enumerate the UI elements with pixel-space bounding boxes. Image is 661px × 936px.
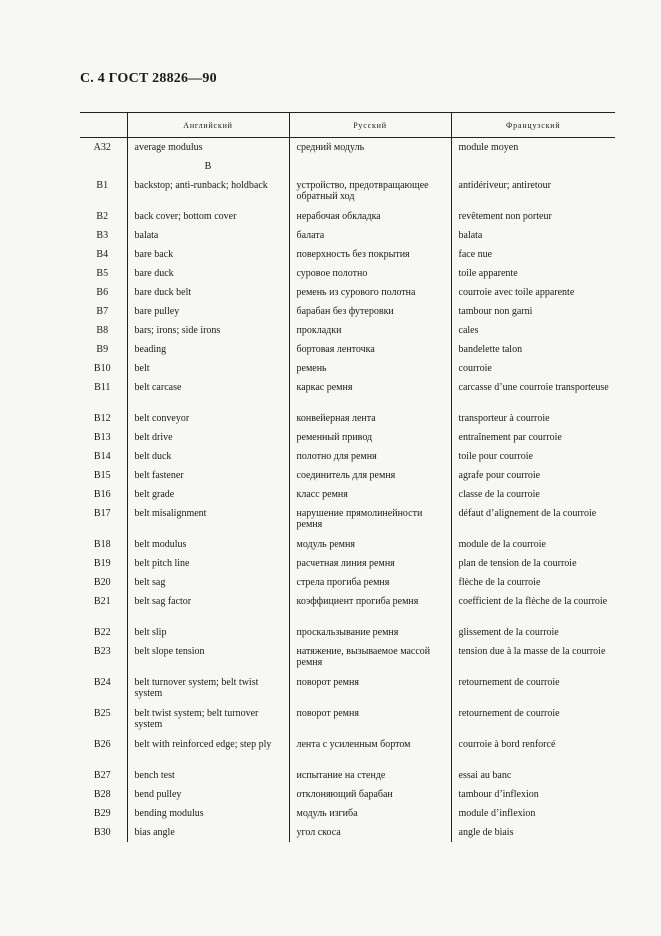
table-row <box>80 428 615 447</box>
term-code: B25 <box>93 708 111 719</box>
term-code: B1 <box>96 180 109 191</box>
term-russian: модуль ремня <box>289 535 451 554</box>
term-english: balata <box>127 226 289 245</box>
table-row <box>80 157 615 176</box>
term-french: tambour d’inflexion <box>451 785 615 804</box>
term-code: B29 <box>93 808 111 819</box>
term-french: coefficient de la flèche de la courroie <box>451 592 615 623</box>
term-french: transporteur à courroie <box>451 409 615 428</box>
term-russian: средний модуль <box>289 138 451 158</box>
table-row <box>80 447 615 466</box>
table-row <box>80 623 615 642</box>
term-french: tension due à la masse de la courroie <box>451 642 615 673</box>
term-russian: отклоняющий барабан <box>289 785 451 804</box>
term-russian: ременный привод <box>289 428 451 447</box>
term-russian: поворот ремня <box>289 704 451 735</box>
term-russian: полотно для ремня <box>289 447 451 466</box>
term-french: toile pour courroie <box>451 447 615 466</box>
table-header-row <box>80 113 615 138</box>
term-french: plan de tension de la courroie <box>451 554 615 573</box>
term-french: courroie <box>451 359 615 378</box>
term-french: face nue <box>451 245 615 264</box>
term-french: carcasse d’une courroie transporteuse <box>451 378 615 409</box>
table-row <box>80 302 615 321</box>
table-row <box>80 283 615 302</box>
table-row <box>80 785 615 804</box>
term-french: courroie à bord renforcé <box>451 735 615 766</box>
term-code: B2 <box>96 211 109 222</box>
term-english: B <box>127 157 289 176</box>
term-english: back cover; bottom cover <box>127 207 289 226</box>
table-row <box>80 226 615 245</box>
table-row <box>80 766 615 785</box>
term-code: B23 <box>93 646 111 657</box>
term-french: bandelette talon <box>451 340 615 359</box>
term-code: B28 <box>93 789 111 800</box>
term-english: bend pulley <box>127 785 289 804</box>
term-english: belt pitch line <box>127 554 289 573</box>
term-code: B7 <box>96 306 109 317</box>
term-russian: балата <box>289 226 451 245</box>
term-code: B20 <box>93 577 111 588</box>
term-english: belt <box>127 359 289 378</box>
term-english: belt sag <box>127 573 289 592</box>
term-english: bench test <box>127 766 289 785</box>
term-english: belt carcase <box>127 378 289 409</box>
term-code: B6 <box>96 287 109 298</box>
term-code: B8 <box>96 325 109 336</box>
term-english: belt grade <box>127 485 289 504</box>
term-russian: класс ремня <box>289 485 451 504</box>
term-english: bending modulus <box>127 804 289 823</box>
table-row <box>80 535 615 554</box>
term-russian: поверхность без покрытия <box>289 245 451 264</box>
table-row <box>80 264 615 283</box>
term-code <box>80 157 127 176</box>
term-french: revêtement non porteur <box>451 207 615 226</box>
term-russian: проскальзывание ремня <box>289 623 451 642</box>
term-russian: угол скоса <box>289 823 451 842</box>
term-russian: ремень <box>289 359 451 378</box>
term-code: B4 <box>96 249 109 260</box>
table-row <box>80 340 615 359</box>
term-russian: натяжение, вызываемое массой ремня <box>289 642 451 673</box>
term-russian: испытание на стенде <box>289 766 451 785</box>
term-code: B19 <box>93 558 111 569</box>
term-english: belt conveyor <box>127 409 289 428</box>
term-code: B21 <box>93 596 111 607</box>
term-code: B5 <box>96 268 109 279</box>
table-row <box>80 176 615 207</box>
term-russian: бортовая ленточка <box>289 340 451 359</box>
term-code: B11 <box>94 382 111 393</box>
header-code-column <box>80 113 127 138</box>
table-row <box>80 485 615 504</box>
term-russian: стрела прогиба ремня <box>289 573 451 592</box>
term-french: angle de biais <box>451 823 615 842</box>
term-english: belt slip <box>127 623 289 642</box>
term-russian: суровое полотно <box>289 264 451 283</box>
term-english: bare pulley <box>127 302 289 321</box>
term-french: entraînement par courroie <box>451 428 615 447</box>
term-english: belt fastener <box>127 466 289 485</box>
term-english: belt modulus <box>127 535 289 554</box>
term-french: essai au banc <box>451 766 615 785</box>
term-russian: каркас ремня <box>289 378 451 409</box>
table-row <box>80 409 615 428</box>
term-french: module de la courroie <box>451 535 615 554</box>
term-english: belt turnover system; belt twist system <box>127 673 289 704</box>
term-french <box>451 157 615 176</box>
term-english: belt duck <box>127 447 289 466</box>
term-french: défaut d’alignement de la courroie <box>451 504 615 535</box>
term-code: B3 <box>96 230 109 241</box>
table-row <box>80 466 615 485</box>
term-russian: нарушение прямолинейности ремня <box>289 504 451 535</box>
term-russian: модуль изгиба <box>289 804 451 823</box>
term-french: tambour non garni <box>451 302 615 321</box>
term-english: beading <box>127 340 289 359</box>
term-english: bars; irons; side irons <box>127 321 289 340</box>
term-english: belt misalignment <box>127 504 289 535</box>
term-russian: поворот ремня <box>289 673 451 704</box>
table-row <box>80 554 615 573</box>
term-code: B26 <box>93 739 111 750</box>
term-french: agrafe pour courroie <box>451 466 615 485</box>
table-row <box>80 823 615 842</box>
term-code: B14 <box>93 451 111 462</box>
term-french: balata <box>451 226 615 245</box>
term-english: backstop; anti-runback; holdback <box>127 176 289 207</box>
term-code: B10 <box>93 363 111 374</box>
term-russian: лента с усиленным бортом <box>289 735 451 766</box>
term-russian: коэффициент прогиба ремня <box>289 592 451 623</box>
term-french: toile apparente <box>451 264 615 283</box>
term-english: belt sag factor <box>127 592 289 623</box>
term-russian <box>289 157 451 176</box>
table-row <box>80 735 615 766</box>
term-russian: барабан без футеровки <box>289 302 451 321</box>
term-french: flèche de la courroie <box>451 573 615 592</box>
term-french: module moyen <box>451 138 615 158</box>
header-english: Английский <box>127 113 289 138</box>
term-russian: нерабочая обкладка <box>289 207 451 226</box>
term-french: classe de la courroie <box>451 485 615 504</box>
table-row <box>80 592 615 623</box>
table-row <box>80 245 615 264</box>
table-row <box>80 704 615 735</box>
table-row <box>80 673 615 704</box>
term-french: module d’inflexion <box>451 804 615 823</box>
term-russian: расчетная линия ремня <box>289 554 451 573</box>
term-russian: конвейерная лента <box>289 409 451 428</box>
term-russian: устройство, предотвращающее обратный ход <box>289 176 451 207</box>
term-code: B12 <box>93 413 111 424</box>
table-row <box>80 207 615 226</box>
term-code: B22 <box>93 627 111 638</box>
table-row <box>80 359 615 378</box>
term-english: belt drive <box>127 428 289 447</box>
term-french: retournement de courroie <box>451 673 615 704</box>
table-row <box>80 804 615 823</box>
term-english: belt slope tension <box>127 642 289 673</box>
term-code: B13 <box>93 432 111 443</box>
term-code: B15 <box>93 470 111 481</box>
term-french: cales <box>451 321 615 340</box>
term-code: B27 <box>93 770 111 781</box>
term-code: B9 <box>96 344 109 355</box>
term-code: B16 <box>93 489 111 500</box>
term-russian: прокладки <box>289 321 451 340</box>
term-code: B30 <box>93 827 111 838</box>
table-row <box>80 642 615 673</box>
term-french: retournement de courroie <box>451 704 615 735</box>
table-row <box>80 573 615 592</box>
term-french: antidériveur; antiretour <box>451 176 615 207</box>
term-english: bare back <box>127 245 289 264</box>
term-english: belt with reinforced edge; step ply <box>127 735 289 766</box>
table-row <box>80 138 615 158</box>
term-french: courroie avec toile apparente <box>451 283 615 302</box>
term-french: glissement de la courroie <box>451 623 615 642</box>
table-row <box>80 504 615 535</box>
term-english: bare duck belt <box>127 283 289 302</box>
term-english: bias angle <box>127 823 289 842</box>
header-russian: Русский <box>289 113 451 138</box>
term-russian: соединитель для ремня <box>289 466 451 485</box>
terms-table <box>80 112 615 842</box>
term-russian: ремень из сурового полотна <box>289 283 451 302</box>
term-code: B17 <box>93 508 111 519</box>
header-french: Французский <box>451 113 615 138</box>
term-english: average modulus <box>127 138 289 158</box>
term-code: B24 <box>93 677 111 688</box>
term-code: A32 <box>93 142 111 153</box>
page-header: С. 4 ГОСТ 28826—90 <box>80 71 217 86</box>
term-english: belt twist system; belt turnover system <box>127 704 289 735</box>
table-row <box>80 321 615 340</box>
term-english: bare duck <box>127 264 289 283</box>
table-row <box>80 378 615 409</box>
term-code: B18 <box>93 539 111 550</box>
